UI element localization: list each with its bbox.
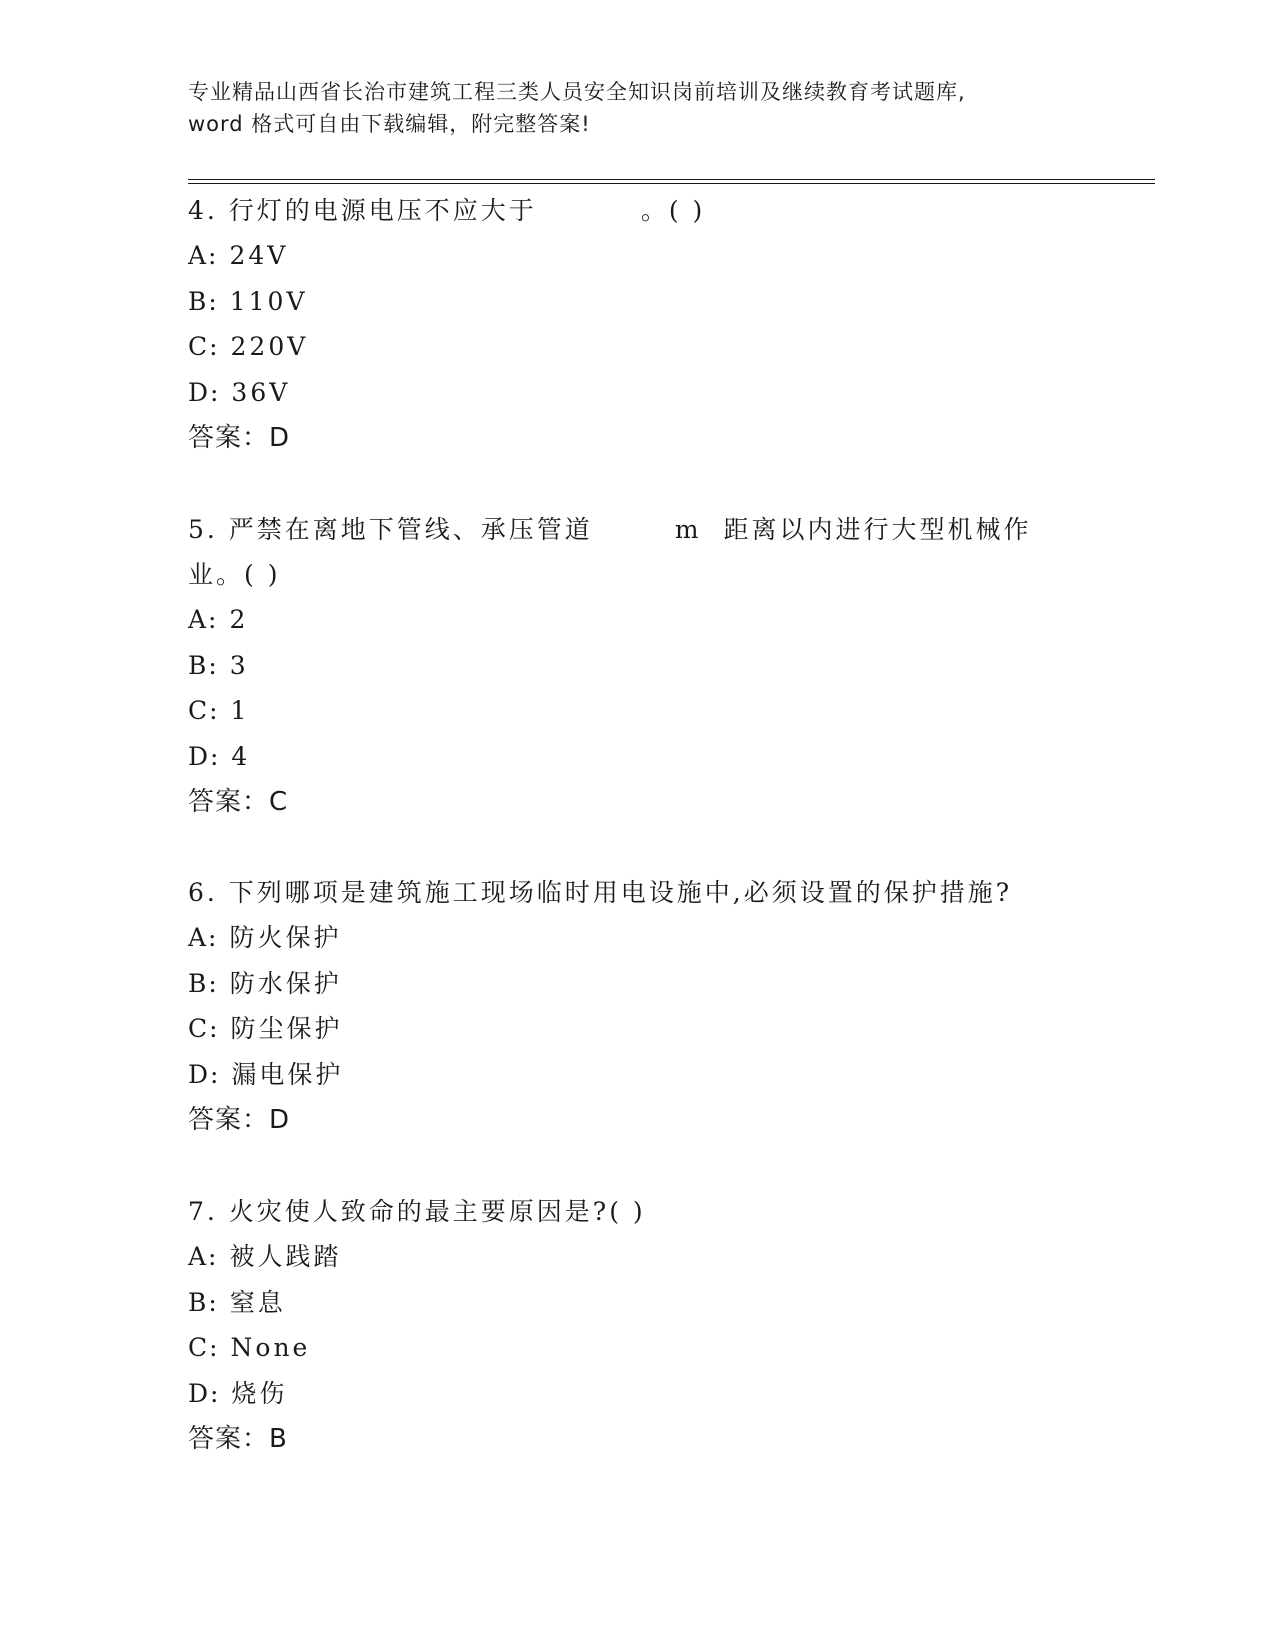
option-letter: A: (188, 605, 219, 634)
option-letter: D: (188, 741, 221, 771)
option-text: 窒息 (229, 1287, 286, 1317)
question-stem (188, 507, 1088, 552)
option-letter: B: (188, 286, 219, 316)
option-text: 220V (230, 332, 309, 361)
header-divider-top (188, 179, 1155, 180)
answer-line: 答案：D (188, 423, 291, 453)
header-line-1: 专业精品山西省长治市建筑工程三类人员安全知识岗前培训及继续教育考试题库, (188, 80, 966, 104)
question-text-end: 。( ) (640, 196, 706, 225)
option-a (188, 597, 1088, 643)
unit-text: m (674, 515, 702, 544)
option-letter: D: (188, 1378, 221, 1408)
question-text: 4. 行灯的电源电压不应大于 (188, 196, 537, 225)
option-d (188, 1052, 1088, 1098)
option-text: 防尘保护 (230, 1014, 343, 1043)
option-c (188, 1006, 1088, 1052)
option-a (188, 915, 1088, 961)
option-text: 防火保护 (229, 923, 342, 952)
option-text: 被人践踏 (229, 1242, 342, 1271)
question-stem (188, 870, 1088, 915)
option-text: 3 (229, 650, 249, 680)
question-5 (188, 507, 1088, 825)
option-text: 24V (229, 241, 289, 270)
question-stem (188, 188, 1088, 233)
option-c (188, 1325, 1088, 1371)
question-6 (188, 870, 1088, 1143)
option-letter: C: (188, 332, 220, 361)
option-letter: C: (188, 696, 220, 725)
option-text: 36V (231, 377, 291, 407)
header-line-2: word 格式可自由下载编辑，附完整答案! (188, 112, 591, 136)
question-stem-line-2: 业。( ) (188, 560, 281, 589)
option-letter: B: (188, 650, 219, 680)
question-text: 6. 下列哪项是建筑施工现场临时用电设施中,必须设置的保护措施? (188, 878, 1013, 907)
option-letter: B: (188, 968, 219, 998)
option-letter: A: (188, 1242, 219, 1271)
option-text: 烧伤 (231, 1378, 288, 1408)
document-header (188, 76, 1088, 140)
header-divider-bottom (188, 183, 1155, 184)
question-text: 5. 严禁在离地下管线、承压管道 (188, 515, 593, 544)
option-d (188, 1371, 1088, 1417)
option-text: 110V (229, 286, 308, 316)
answer-line: 答案：D (188, 1105, 291, 1135)
option-a (188, 233, 1088, 279)
option-a (188, 1234, 1088, 1280)
question-stem (188, 1189, 1088, 1234)
option-text: 漏电保护 (231, 1059, 344, 1089)
option-b (188, 643, 1088, 689)
option-text: 1 (230, 696, 250, 725)
option-letter: A: (188, 923, 219, 952)
option-b (188, 961, 1088, 1007)
option-letter: B: (188, 1287, 219, 1317)
option-b (188, 1280, 1088, 1326)
question-text-cont: 距离以内进行大型机械作 (723, 515, 1032, 544)
option-text: 2 (229, 605, 249, 634)
option-b (188, 279, 1088, 325)
question-text: 7. 火灾使人致命的最主要原因是?( ) (188, 1197, 646, 1226)
option-letter: A: (188, 241, 219, 270)
question-4 (188, 188, 1088, 461)
option-letter: D: (188, 377, 221, 407)
option-text: 防水保护 (229, 968, 342, 998)
option-d (188, 370, 1088, 416)
option-c (188, 688, 1088, 734)
option-letter: C: (188, 1014, 220, 1043)
question-7 (188, 1189, 1088, 1462)
option-d (188, 734, 1088, 780)
option-text: 4 (231, 741, 251, 771)
option-letter: D: (188, 1059, 221, 1089)
option-letter: C: (188, 1333, 220, 1362)
option-c (188, 324, 1088, 370)
option-text: None (230, 1333, 311, 1362)
answer-line: 答案：B (188, 1424, 288, 1454)
answer-line: 答案：C (188, 787, 289, 817)
